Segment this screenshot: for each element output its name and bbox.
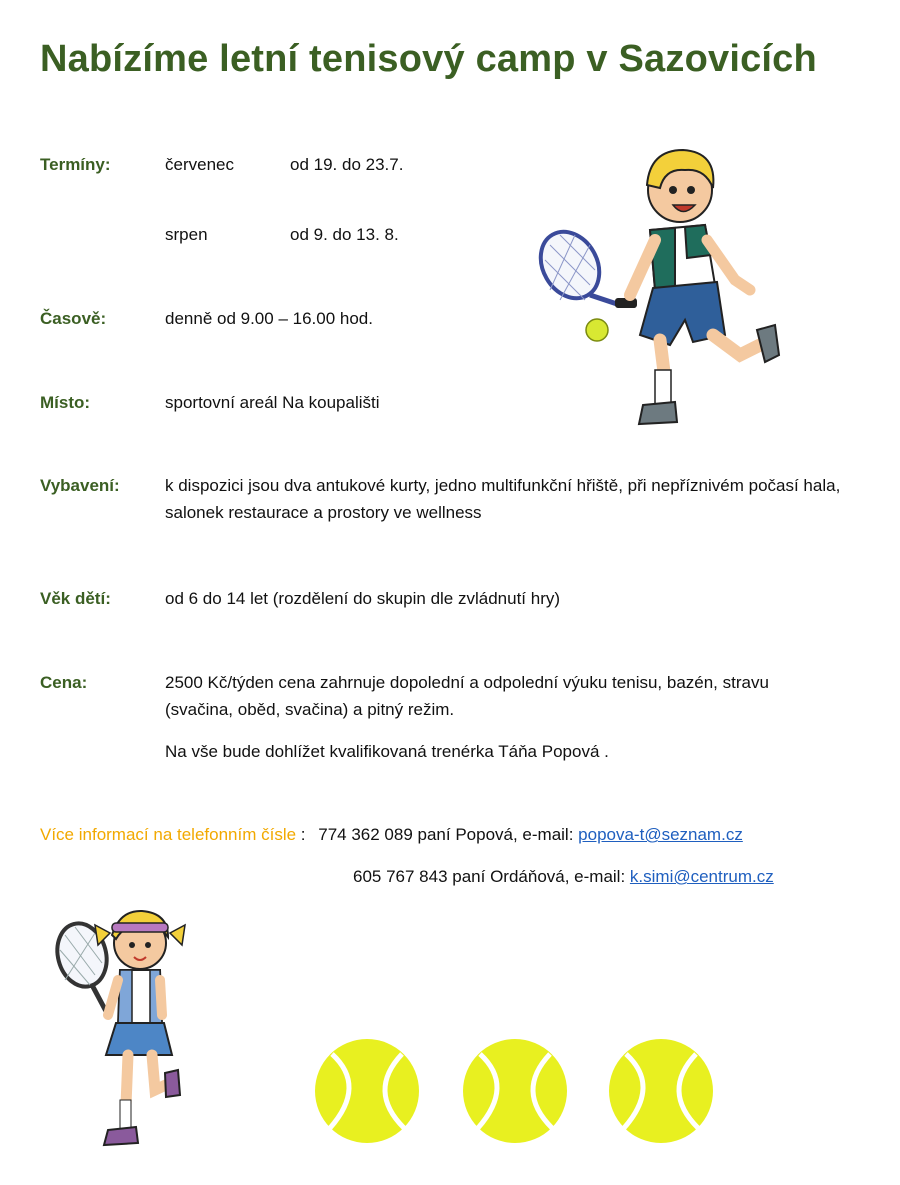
cena-value: 2500 Kč/týden cena zahrnuje dopolední a odpolední výuku tenisu, bazén, stravu (svačina, oběd, svačina) a pitný režim.: [165, 673, 769, 719]
tennis-ball-2-illustration: [460, 1036, 570, 1146]
email-link-1[interactable]: popova-t@seznam.cz: [578, 825, 743, 844]
terminy-label: Termíny:: [40, 155, 111, 174]
contact-colon: :: [296, 825, 306, 844]
email-link-2[interactable]: k.simi@centrum.cz: [629, 867, 774, 886]
vybaveni-value: k dispozici jsou dva antukové kurty, jedno multifunkční hřiště, při nepříznivém počasí hala, salonek restaurace a prostory ve wellness: [165, 476, 841, 522]
vek-value: od 6 do 14 let (rozdělení do skupin dle zvládnutí hry): [165, 589, 561, 608]
vybaveni-label: Vybavení:: [40, 476, 120, 495]
cena-note: Na vše bude dohlížet kvalifikovaná trenérka Táňa Popová .: [165, 742, 609, 761]
term-month-2: srpen: [165, 225, 208, 244]
casove-label: Časově:: [40, 309, 107, 328]
contact-line-1: [40, 825, 743, 845]
tennis-ball-3-illustration: [606, 1036, 716, 1146]
contact-line-2: [353, 867, 774, 887]
casove-value: denně od 9.00 – 16.00 hod.: [165, 309, 373, 328]
misto-label: Místo:: [40, 393, 91, 412]
vek-label: Věk dětí:: [40, 589, 111, 608]
girl-tennis-player-illustration: [40, 905, 200, 1155]
cena-label: Cena:: [40, 673, 88, 692]
term-range-1: od 19. do 23.7.: [290, 155, 404, 174]
misto-value: sportovní areál Na koupališti: [165, 393, 380, 412]
tennis-ball-1-illustration: [312, 1036, 422, 1146]
term-range-2: od 9. do 13. 8.: [290, 225, 399, 244]
term-month-1: červenec: [165, 155, 234, 174]
contact-phone-2: 605 767 843 paní Ordáňová, e-mail:: [353, 867, 630, 886]
contact-intro: Více informací na telefonním čísle: [40, 825, 297, 844]
contact-phone-1: 774 362 089 paní Popová, e-mail:: [318, 825, 579, 844]
page-title: Nabízíme letní tenisový camp v Sazovicích: [40, 38, 817, 80]
boy-tennis-player-illustration: [535, 130, 785, 440]
